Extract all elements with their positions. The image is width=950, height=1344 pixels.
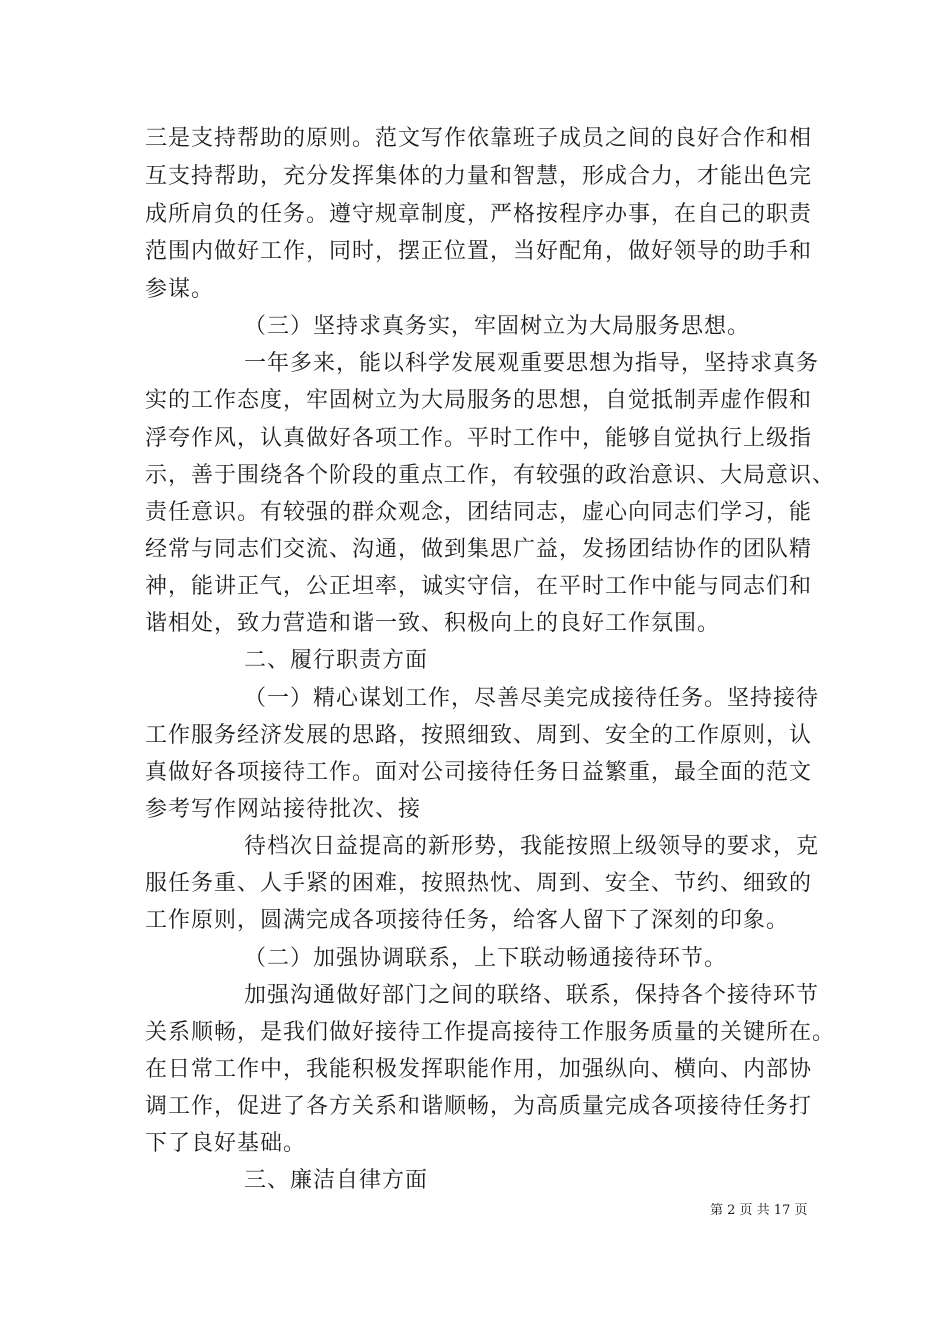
- body-text-line: 真做好各项接待工作。面对公司接待任务日益繁重，最全面的范文: [145, 760, 813, 785]
- body-text-line: 调工作，促进了各方关系和谐顺畅，为高质量完成各项接待任务打: [145, 1094, 813, 1119]
- body-text-line: 实的工作态度，牢固树立为大局服务的思想，自觉抵制弄虚作假和: [145, 388, 813, 413]
- body-text-line: 经常与同志们交流、沟通，做到集思广益，发扬团结协作的团队精: [145, 537, 813, 562]
- section-heading: 二、履行职责方面: [244, 648, 429, 673]
- body-text-line: 在日常工作中，我能积极发挥职能作用，加强纵向、横向、内部协: [145, 1057, 813, 1082]
- body-text-line: 工作服务经济发展的思路，按照细致、周到、安全的工作原则，认: [145, 723, 813, 748]
- body-text-line: 工作原则，圆满完成各项接待任务，给客人留下了深刻的印象。: [145, 908, 790, 933]
- body-text-line: 责任意识。有较强的群众观念，团结同志，虚心向同志们学习，能: [145, 500, 813, 525]
- body-text-line: （一）精心谋划工作，尽善尽美完成接待任务。坚持接待: [244, 686, 820, 711]
- body-text-line: 神，能讲正气，公正坦率，诚实守信，在平时工作中能与同志们和: [145, 574, 813, 599]
- body-text-line: 一年多来，能以科学发展观重要思想为指导，坚持求真务: [244, 351, 820, 376]
- body-text-line: 成所肩负的任务。遵守规章制度，严格按程序办事，在自己的职责: [145, 202, 813, 227]
- body-text-line: 加强沟通做好部门之间的联络、联系，保持各个接待环节: [244, 983, 820, 1008]
- body-text-line: 三是支持帮助的原则。范文写作依靠班子成员之间的良好合作和相: [145, 126, 813, 151]
- body-text-line: 浮夸作风，认真做好各项工作。平时工作中，能够自觉执行上级指: [145, 426, 813, 451]
- body-text-line: 参谋。: [145, 277, 215, 302]
- page-number-footer: 第 2 页 共 17 页: [710, 1203, 808, 1218]
- section-heading: （三）坚持求真务实，牢固树立为大局服务思想。: [244, 314, 751, 339]
- body-text-line: 服任务重、人手紧的困难，按照热忱、周到、安全、节约、细致的: [145, 871, 813, 896]
- body-text-line: 参考写作网站接待批次、接: [145, 797, 422, 822]
- body-text-line: 下了良好基础。: [145, 1131, 307, 1156]
- body-text-line: 待档次日益提高的新形势，我能按照上级领导的要求，克: [244, 834, 820, 859]
- body-text-line: 范围内做好工作，同时，摆正位置，当好配角，做好领导的助手和: [145, 239, 813, 264]
- section-heading: 三、廉洁自律方面: [244, 1168, 429, 1193]
- body-text-line: 谐相处，致力营造和谐一致、积极向上的良好工作氛围。: [145, 611, 721, 636]
- body-text-line: 互支持帮助，充分发挥集体的力量和智慧，形成合力，才能出色完: [145, 164, 813, 189]
- body-text-line: 关系顺畅，是我们做好接待工作提高接待工作服务质量的关键所在。: [145, 1020, 836, 1045]
- body-text-line: 示，善于围绕各个阶段的重点工作，有较强的政治意识、大局意识、: [145, 463, 836, 488]
- section-heading: （二）加强协调联系，上下联动畅通接待环节。: [244, 946, 728, 971]
